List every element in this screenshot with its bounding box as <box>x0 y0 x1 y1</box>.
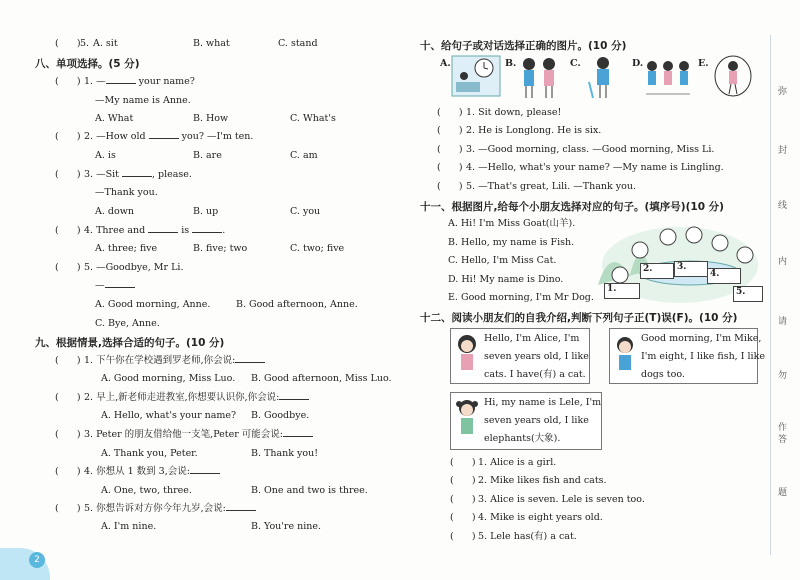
answer-paren[interactable]: ( ) <box>450 512 476 523</box>
lele-line-2: seven years old, I like <box>484 415 589 426</box>
lele-line-3: elephants(大象). <box>484 433 561 444</box>
mike-line-1: Good morning, I'm Mike, <box>641 333 762 344</box>
answer-paren[interactable]: ( ) <box>55 131 81 142</box>
q8-5-a: A. Good morning, Anne. <box>95 299 211 310</box>
answer-paren[interactable]: ( ) <box>55 38 81 49</box>
q11-c: C. Hello, I'm Miss Cat. <box>448 255 557 266</box>
q12-4: 4. Mike is eight years old. <box>478 512 603 523</box>
answer-paren[interactable]: ( ) <box>450 457 476 468</box>
seal-char-5: 请 <box>778 317 788 327</box>
classroom-clock-picture <box>450 54 502 100</box>
answer-box-4[interactable]: 4. <box>707 268 741 284</box>
answer-paren[interactable]: ( ) <box>55 355 81 366</box>
mike-line-2: I'm eight, I like fish, I like <box>641 351 765 362</box>
seal-char-1: 弥 <box>778 87 788 97</box>
q8-4-b: B. five; two <box>193 243 248 254</box>
girl-jumping-picture <box>708 54 758 100</box>
q10-4: 4. —Hello, what's your name? —My name is Lingling. <box>466 162 724 173</box>
answer-paren[interactable]: ( ) <box>437 162 463 173</box>
answer-paren[interactable]: ( ) <box>450 475 476 486</box>
q9-2-b: B. Goodbye. <box>251 410 310 421</box>
q7-5-stem: 5. <box>80 38 90 49</box>
class-greeting-picture <box>642 54 694 100</box>
q7-5-a: A. sit <box>93 38 118 49</box>
answer-paren[interactable]: ( ) <box>437 107 463 118</box>
answer-box-2[interactable]: 2. <box>640 263 674 279</box>
q9-2-stem: 2. 早上,新老师走进教室,你想要认识你,你会说: <box>84 392 309 404</box>
q8-2-b: B. are <box>193 150 222 161</box>
q9-5-stem: 5. 你想告诉对方你今年九岁,会说: <box>84 503 256 515</box>
boy-picture <box>585 54 621 100</box>
pic-label-d: D. <box>632 58 644 69</box>
alice-line-2: seven years old, I like <box>484 351 589 362</box>
q9-1-a: A. Good morning, Miss Luo. <box>101 373 236 384</box>
seal-char-3: 线 <box>778 201 788 211</box>
q8-4-a: A. three; five <box>95 243 158 254</box>
seal-char-4: 内 <box>778 257 788 267</box>
q9-1-b: B. Good afternoon, Miss Luo. <box>251 373 392 384</box>
pic-label-c: C. <box>570 58 581 69</box>
pic-label-e: E. <box>698 58 709 69</box>
q8-1-c: C. What's <box>290 113 336 124</box>
q12-5: 5. Lele has(有) a cat. <box>478 531 577 542</box>
q8-1-b: B. How <box>193 113 229 124</box>
q7-5-b: B. what <box>193 38 230 49</box>
answer-box-5[interactable]: 5. <box>733 286 763 302</box>
q8-3-b: B. up <box>193 206 219 217</box>
q8-5-b: B. Good afternoon, Anne. <box>236 299 358 310</box>
section-12-title: 十二、阅读小朋友们的自我介绍,判断下列句子正(T)误(F)。(10 分) <box>420 312 738 324</box>
binding-margin <box>770 35 800 555</box>
answer-paren[interactable]: ( ) <box>55 392 81 403</box>
answer-paren[interactable]: ( ) <box>55 76 81 87</box>
q9-3-a: A. Thank you, Peter. <box>101 448 198 459</box>
pic-label-b: B. <box>505 58 517 69</box>
q8-1-reply: —My name is Anne. <box>95 95 191 106</box>
q8-3-reply: —Thank you. <box>95 187 158 198</box>
answer-paren[interactable]: ( ) <box>55 503 81 514</box>
mike-avatar <box>613 334 637 378</box>
seal-char-8: 答 <box>778 435 788 445</box>
seal-char-7: 作 <box>778 423 788 433</box>
answer-box-1[interactable]: 1. <box>604 283 640 299</box>
answer-paren[interactable]: ( ) <box>437 125 463 136</box>
q9-4-b: B. One and two is three. <box>251 485 368 496</box>
q12-3: 3. Alice is seven. Lele is seven too. <box>478 494 645 505</box>
q8-5-c: C. Bye, Anne. <box>95 318 160 329</box>
alice-line-1: Hello, I'm Alice, I'm <box>484 333 580 344</box>
section-11-title: 十一、根据图片,给每个小朋友选择对应的句子。(填序号)(10 分) <box>420 201 724 213</box>
mike-line-3: dogs too. <box>641 369 685 380</box>
q10-1: 1. Sit down, please! <box>466 107 562 118</box>
q9-1-stem: 1. 下午你在学校遇到罗老师,你会说: <box>84 355 265 367</box>
answer-box-3[interactable]: 3. <box>674 261 708 277</box>
q10-3: 3. —Good morning, class. —Good morning, Miss Li. <box>466 144 715 155</box>
q11-e: E. Good morning, I'm Mr Dog. <box>448 292 594 303</box>
q8-3-c: C. you <box>290 206 321 217</box>
q9-2-a: A. Hello, what's your name? <box>101 410 237 421</box>
q7-5-c: C. stand <box>278 38 318 49</box>
q8-2-stem: 2. —How old you? —I'm ten. <box>84 131 254 142</box>
answer-paren[interactable]: ( ) <box>437 181 463 192</box>
answer-paren[interactable]: ( ) <box>450 531 476 542</box>
section-8-title: 八、单项选择。(5 分) <box>35 58 140 70</box>
pic-label-a: A. <box>440 58 451 69</box>
q11-d: D. Hi! My name is Dino. <box>448 274 564 285</box>
q12-2: 2. Mike likes fish and cats. <box>478 475 607 486</box>
answer-paren[interactable]: ( ) <box>450 494 476 505</box>
alice-line-3: cats. I have(有) a cat. <box>484 369 586 380</box>
q8-3-a: A. down <box>95 206 134 217</box>
q8-5-stem: 5. —Goodbye, Mr Li. <box>84 262 184 273</box>
q9-5-a: A. I'm nine. <box>101 521 157 532</box>
page-number: 2 <box>29 552 45 568</box>
q8-4-stem: 4. Three and is . <box>84 225 226 236</box>
q11-a: A. Hi! I'm Miss Goat(山羊). <box>448 218 576 229</box>
alice-avatar <box>454 332 480 378</box>
lele-line-1: Hi, my name is Lele, I'm <box>484 397 602 408</box>
q9-3-b: B. Thank you! <box>251 448 319 459</box>
answer-paren[interactable]: ( ) <box>437 144 463 155</box>
section-10-title: 十、给句子或对话选择正确的图片。(10 分) <box>420 40 627 52</box>
q9-3-stem: 3. Peter 的朋友借给他一支笔,Peter 可能会说: <box>84 429 313 441</box>
q10-2: 2. He is Longlong. He is six. <box>466 125 602 136</box>
q8-1-a: A. What <box>95 113 134 124</box>
q8-4-c: C. two; five <box>290 243 345 254</box>
seal-char-2: 封 <box>778 146 788 156</box>
q8-3-stem: 3. —Sit , please. <box>84 169 192 180</box>
q8-2-c: C. am <box>290 150 318 161</box>
section-9-title: 九、根据情景,选择合适的句子。(10 分) <box>35 337 225 349</box>
q12-1: 1. Alice is a girl. <box>478 457 557 468</box>
q11-b: B. Hello, my name is Fish. <box>448 237 575 248</box>
q9-5-b: B. You're nine. <box>251 521 322 532</box>
seal-char-6: 勿 <box>778 371 788 381</box>
kids-greeting-picture <box>515 54 565 100</box>
q9-4-a: A. One, two, three. <box>101 485 192 496</box>
answer-paren[interactable]: ( ) <box>55 225 81 236</box>
q9-4-stem: 4. 你想从 1 数到 3,会说: <box>84 466 220 478</box>
q8-2-a: A. is <box>95 150 116 161</box>
answer-paren[interactable]: ( ) <box>55 262 81 273</box>
answer-paren[interactable]: ( ) <box>55 169 81 180</box>
answer-paren[interactable]: ( ) <box>55 429 81 440</box>
q10-5: 5. —That's great, Lili. —Thank you. <box>466 181 636 192</box>
seal-char-9: 题 <box>778 488 788 498</box>
q8-1-stem: 1. — your name? <box>84 76 195 87</box>
answer-paren[interactable]: ( ) <box>55 466 81 477</box>
q8-5-reply: — <box>95 280 135 292</box>
lele-avatar <box>454 396 480 444</box>
